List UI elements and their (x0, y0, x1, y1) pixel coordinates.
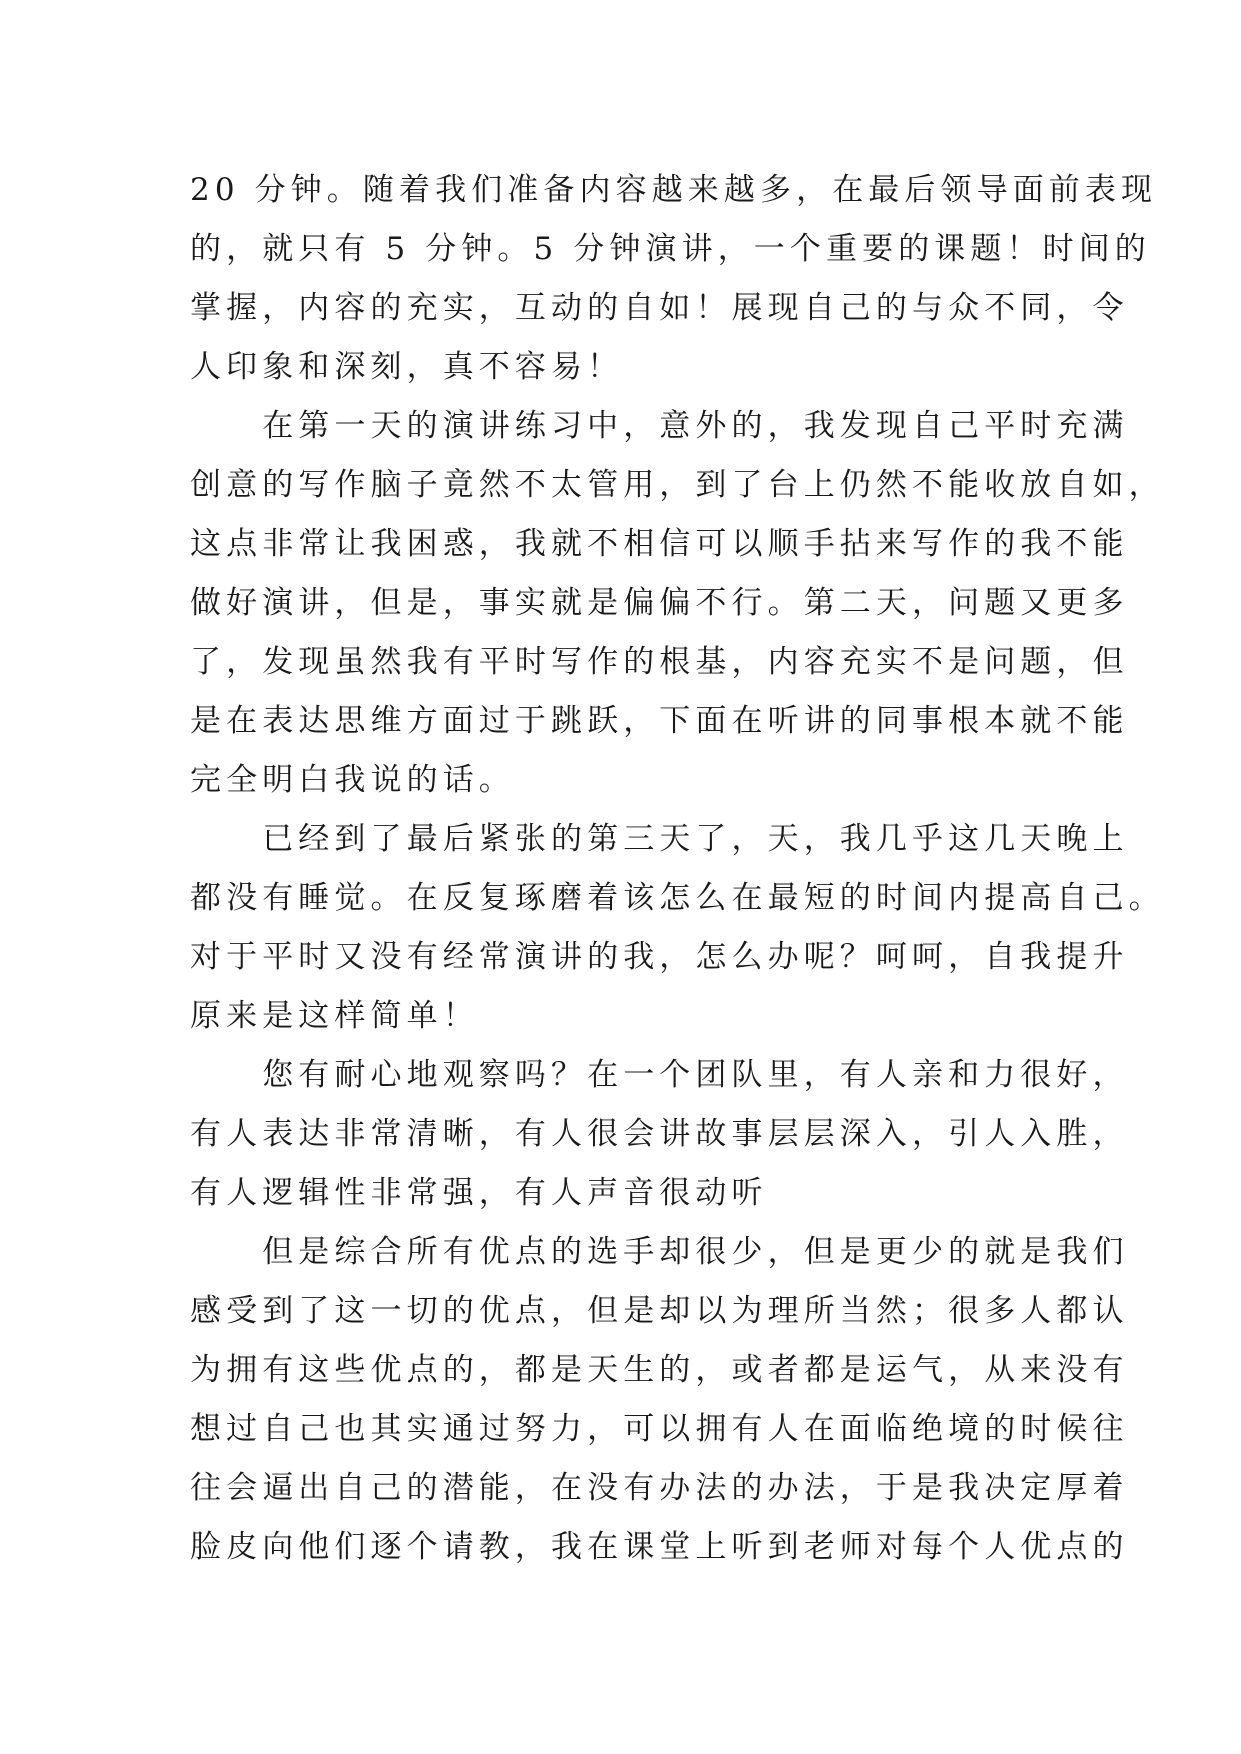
text-line: 做好演讲，但是，事实就是偏偏不行。第二天，问题又更多 (190, 585, 1129, 621)
text-line: 是在表达思维方面过于跳跃，下面在听讲的同事根本就不能 (190, 703, 1129, 739)
text-line: 掌握，内容的充实，互动的自如！展现自己的与众不同，令 (190, 290, 1129, 326)
text-line: 有人表达非常清晰，有人很会讲故事层层深入，引人入胜， (190, 1116, 1129, 1152)
text-line: 但是综合所有优点的选手却很少，但是更少的就是我们 (190, 1234, 1129, 1270)
text-line: 想过自己也其实通过努力，可以拥有人在面临绝境的时候往 (190, 1411, 1129, 1447)
text-line: 已经到了最后紧张的第三天了，天，我几乎这几天晚上 (190, 821, 1129, 857)
text-line: 的，就只有 5 分钟。5 分钟演讲，一个重要的课题！时间的 (190, 231, 1151, 267)
text-line: 了，发现虽然我有平时写作的根基，内容充实不是问题，但 (190, 644, 1129, 680)
text-line: 脸皮向他们逐个请教，我在课堂上听到老师对每个人优点的 (190, 1529, 1129, 1565)
text-line: 有人逻辑性非常强，有人声音很动听 (190, 1175, 768, 1211)
text-line: 往会逼出自己的潜能，在没有办法的办法，于是我决定厚着 (190, 1470, 1129, 1506)
text-line: 完全明白我说的话。 (190, 762, 515, 798)
text-line: 都没有睡觉。在反复琢磨着该怎么在最短的时间内提高自己。 (190, 880, 1165, 916)
text-line: 为拥有这些优点的，都是天生的，或者都是运气，从来没有 (190, 1352, 1129, 1388)
text-line: 对于平时又没有经常演讲的我，怎么办呢？呵呵，自我提升 (190, 939, 1129, 975)
text-line: 人印象和深刻，真不容易！ (190, 349, 624, 385)
text-line: 原来是这样简单！ (190, 998, 479, 1034)
body-text (190, 161, 1165, 1577)
text-line: 您有耐心地观察吗？在一个团队里，有人亲和力很好， (190, 1057, 1129, 1093)
text-line: 20 分钟。随着我们准备内容越来越多，在最后领导面前表现 (190, 172, 1158, 208)
text-line: 创意的写作脑子竟然不太管用，到了台上仍然不能收放自如， (190, 467, 1165, 503)
text-line: 在第一天的演讲练习中，意外的，我发现自己平时充满 (190, 408, 1129, 444)
text-line: 感受到了这一切的优点，但是却以为理所当然；很多人都认 (190, 1293, 1129, 1329)
text-line: 这点非常让我困惑，我就不相信可以顺手拈来写作的我不能 (190, 526, 1129, 562)
